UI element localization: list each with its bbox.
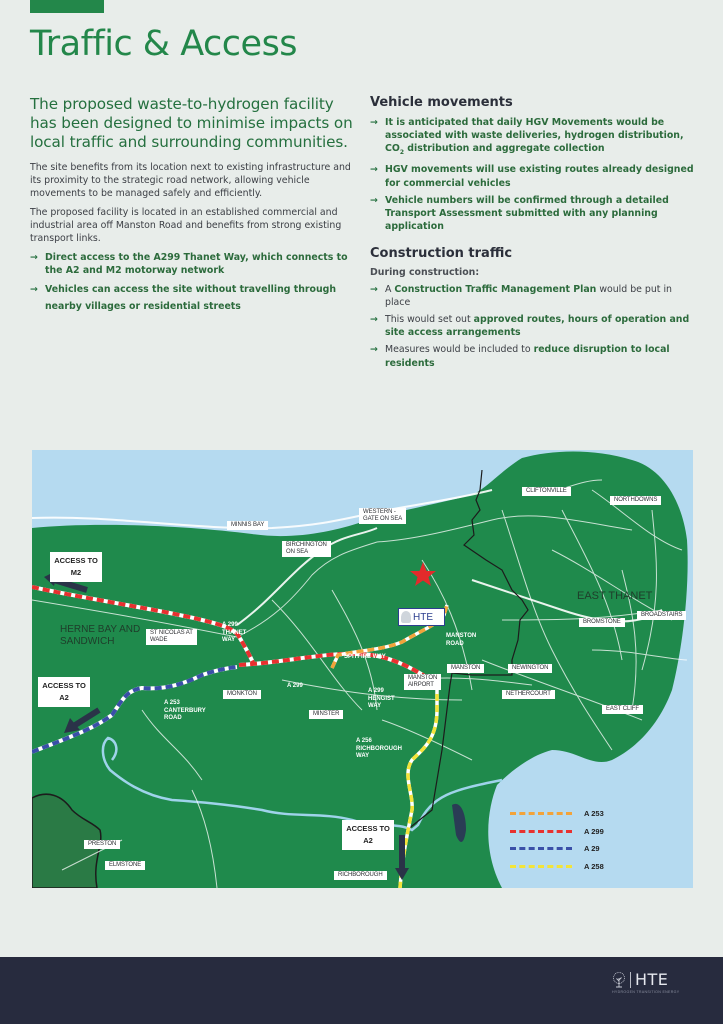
legend-item-a299: A 299 bbox=[510, 823, 604, 841]
lead-statement: The proposed waste-to-hydrogen facility has been designed to minimise impacts on local traffic and surrounding communities. bbox=[30, 95, 353, 151]
list-item: → A Construction Traffic Management Plan would be put in place bbox=[370, 283, 672, 308]
tree-icon bbox=[612, 972, 626, 988]
road-label-a299-thanet-way: A 299 THANET WAY bbox=[222, 622, 247, 643]
body-paragraph: The proposed facility is located in an established commercial and industrial area off Manston Road and benefits from strong existing transport links. bbox=[30, 207, 342, 244]
page-title: Traffic & Access bbox=[30, 24, 298, 64]
legend-swatch bbox=[510, 865, 572, 868]
place-label-st-nicolas: ST NICOLAS AT WADE bbox=[146, 629, 197, 645]
road-label-a256-richborough-way: A 256 RICHBOROUGH WAY bbox=[356, 738, 402, 759]
legend-item-a258: A 258 bbox=[510, 858, 604, 876]
place-label-westgate: WESTERN - GATE ON SEA bbox=[359, 508, 406, 524]
legend-swatch bbox=[510, 812, 572, 815]
road-label-a299: A 299 bbox=[287, 683, 303, 689]
place-label-manston-airport: MANSTON AIRPORT bbox=[404, 674, 441, 690]
tree-icon bbox=[401, 611, 411, 623]
place-label-minnis-bay: MINNIS BAY bbox=[227, 521, 268, 530]
footer-hte-logo: HTE HYDROGEN TRANSITION ENERGY bbox=[612, 970, 680, 994]
place-label-newington: NEWINGTON bbox=[508, 664, 552, 673]
arrow-right-icon: → bbox=[370, 194, 378, 206]
access-box-m2: ACCESS TO M2 bbox=[50, 552, 102, 582]
details-column bbox=[370, 95, 695, 374]
place-label-bromstone: BROMSTONE bbox=[579, 618, 625, 627]
list-item: → HGV movements will use existing routes already designed for commercial vehicles bbox=[370, 164, 694, 189]
place-label-east-cliff: EAST CLIFF bbox=[602, 705, 643, 714]
legend-swatch bbox=[510, 830, 572, 833]
list-item: → Direct access to the A299 Thanet Way, which connects to the A2 and M2 motorway network bbox=[30, 252, 348, 277]
site-hte-logo: HTE bbox=[398, 608, 445, 626]
place-label-broadstairs: BROADSTAIRS bbox=[637, 611, 686, 620]
road-label-spitfire-way: SPITFIRE WAY bbox=[344, 654, 386, 660]
construction-list bbox=[370, 283, 695, 370]
construction-traffic-heading: Construction traffic bbox=[370, 245, 513, 261]
road-label-manston-road: MANSTON ROAD bbox=[446, 633, 477, 647]
place-label-richborough: RICHBOROUGH bbox=[334, 871, 387, 880]
arrow-right-icon: → bbox=[30, 284, 38, 296]
region-label-east-thanet: EAST THANET bbox=[577, 590, 653, 602]
place-label-birchington: BIRCHINGTON ON SEA bbox=[282, 541, 331, 557]
logo-divider bbox=[630, 972, 631, 988]
list-item: → It is anticipated that daily HGV Movements would be associated with waste deliveries, hydrogen distribution, $CO_2$ distribution and aggregate collection bbox=[370, 117, 684, 157]
vehicle-movements-heading: Vehicle movements bbox=[370, 95, 513, 110]
region-label-herne-bay: HERNE BAY AND SANDWICH bbox=[60, 624, 141, 647]
place-label-monkton: MONKTON bbox=[223, 690, 261, 699]
arrow-right-icon: → bbox=[370, 344, 378, 356]
accent-bar bbox=[30, 0, 104, 13]
arrow-right-icon: → bbox=[30, 252, 38, 263]
legend-item-a253: A 253 bbox=[510, 805, 604, 823]
vehicle-movements-list bbox=[370, 116, 695, 234]
list-item: → Vehicles can access the site without travelling through nearby villages or residential streets bbox=[30, 281, 355, 315]
place-label-cliftonville: CLIFTONVILLE bbox=[522, 487, 571, 496]
place-label-preston: PRESTON bbox=[84, 840, 120, 849]
map-legend bbox=[510, 805, 604, 875]
construction-intro: During construction: bbox=[370, 266, 480, 278]
place-label-northdowns: NORTHDOWNS bbox=[610, 496, 661, 505]
access-box-a2-south: ACCESS TO A2 bbox=[342, 820, 394, 850]
arrow-right-icon: → bbox=[370, 117, 378, 128]
traffic-route-map bbox=[32, 450, 693, 888]
list-item: → This would set out approved routes, hours of operation and site access arrangements bbox=[370, 313, 690, 339]
place-label-manston: MANSTON bbox=[447, 664, 484, 673]
intro-column bbox=[30, 95, 355, 319]
access-box-a2-west: ACCESS TO A2 bbox=[38, 677, 90, 707]
list-item: → Measures would be included to reduce disruption to local residents bbox=[370, 344, 670, 369]
legend-swatch bbox=[510, 847, 572, 850]
arrow-right-icon: → bbox=[370, 283, 378, 295]
list-item: → Vehicle numbers will be confirmed through a detailed Transport Assessment submitted with any planning application bbox=[370, 194, 669, 233]
place-label-minster: MINSTER bbox=[309, 710, 343, 719]
body-paragraph: The site benefits from its location next to existing infrastructure and its proximity to the strategic road network, allowing vehicle movements to be managed safely and efficiently. bbox=[30, 162, 351, 199]
place-label-nethercourt: NETHERCOURT bbox=[502, 690, 555, 699]
legend-item-a29: A 29 bbox=[510, 840, 604, 858]
place-label-elmstone: ELMSTONE bbox=[105, 861, 145, 870]
access-bullet-list bbox=[30, 251, 355, 315]
road-label-a299-hengist-way: A 299 HENGIST WAY bbox=[368, 688, 395, 709]
footer bbox=[0, 957, 723, 1024]
road-label-a253-canterbury-road: A 253 CANTERBURY ROAD bbox=[164, 700, 206, 721]
arrow-right-icon: → bbox=[370, 164, 378, 176]
arrow-right-icon: → bbox=[370, 313, 378, 325]
